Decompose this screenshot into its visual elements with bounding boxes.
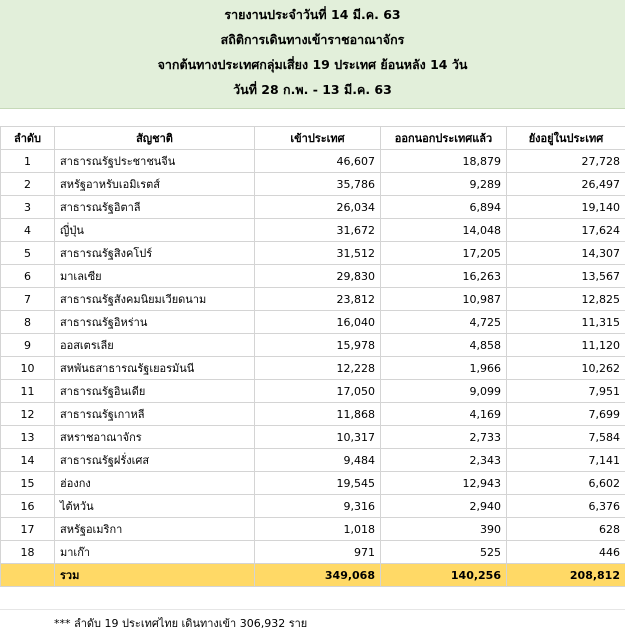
departed-cell: 4,858 — [381, 334, 507, 357]
departed-cell: 6,894 — [381, 196, 507, 219]
rank-cell: 11 — [1, 380, 55, 403]
nationality-cell: ฮ่องกง — [55, 472, 255, 495]
report-date-title: รายงานประจำวันที่ 14 มี.ค. 63 — [224, 7, 401, 22]
departed-cell: 16,263 — [381, 265, 507, 288]
nationality-cell: สาธารณรัฐเกาหลี — [55, 403, 255, 426]
table-header-row — [1, 127, 625, 150]
departed-cell: 4,169 — [381, 403, 507, 426]
nationality-cell: สหรัฐอเมริกา — [55, 518, 255, 541]
remaining-cell: 6,602 — [507, 472, 625, 495]
table-row — [1, 472, 625, 495]
nationality-cell: สาธารณรัฐสังคมนิยมเวียดนาม — [55, 288, 255, 311]
nationality-cell: สาธารณรัฐฝรั่งเศส — [55, 449, 255, 472]
table-row — [1, 242, 625, 265]
arrivals-cell: 29,830 — [255, 265, 381, 288]
table-row — [1, 426, 625, 449]
total-arrivals: 349,068 — [255, 564, 381, 587]
nationality-cell: สหราชอาณาจักร — [55, 426, 255, 449]
table-row — [1, 334, 625, 357]
arrivals-cell: 10,317 — [255, 426, 381, 449]
rank-cell: 13 — [1, 426, 55, 449]
nationality-cell: ไต้หวัน — [55, 495, 255, 518]
rank-cell: 12 — [1, 403, 55, 426]
table-row — [1, 518, 625, 541]
departed-cell: 9,289 — [381, 173, 507, 196]
remaining-cell: 7,141 — [507, 449, 625, 472]
remaining-cell: 446 — [507, 541, 625, 564]
arrivals-cell: 12,228 — [255, 357, 381, 380]
nationality-cell: ญี่ปุ่น — [55, 219, 255, 242]
rank-cell: 10 — [1, 357, 55, 380]
column-header-nationality: สัญชาติ — [55, 127, 255, 150]
nationality-cell: สหพันธสาธารณรัฐเยอรมันนี — [55, 357, 255, 380]
table-body — [1, 150, 625, 564]
column-header-departed: ออกนอกประเทศแล้ว — [381, 127, 507, 150]
rank-cell: 1 — [1, 150, 55, 173]
arrivals-cell: 17,050 — [255, 380, 381, 403]
departed-cell: 14,048 — [381, 219, 507, 242]
departed-cell: 390 — [381, 518, 507, 541]
rank-cell: 7 — [1, 288, 55, 311]
table-row — [1, 173, 625, 196]
rank-cell: 14 — [1, 449, 55, 472]
table-row — [1, 196, 625, 219]
departed-cell: 2,343 — [381, 449, 507, 472]
arrivals-cell: 9,484 — [255, 449, 381, 472]
arrivals-cell: 23,812 — [255, 288, 381, 311]
remaining-cell: 13,567 — [507, 265, 625, 288]
departed-cell: 525 — [381, 541, 507, 564]
rank-cell: 18 — [1, 541, 55, 564]
rank-cell: 6 — [1, 265, 55, 288]
nationality-cell: สาธารณรัฐอินเดีย — [55, 380, 255, 403]
total-rank-cell — [1, 564, 55, 587]
spacer-row-bottom — [0, 588, 625, 610]
table-row — [1, 495, 625, 518]
rank-cell: 16 — [1, 495, 55, 518]
remaining-cell: 7,951 — [507, 380, 625, 403]
nationality-cell: สาธารณรัฐอิตาลี — [55, 196, 255, 219]
spacer-row — [0, 108, 625, 127]
departed-cell: 10,987 — [381, 288, 507, 311]
total-label: รวม — [55, 564, 255, 587]
nationality-cell: มาเก๊า — [55, 541, 255, 564]
departed-cell: 2,733 — [381, 426, 507, 449]
table-row — [1, 219, 625, 242]
table-row — [1, 288, 625, 311]
arrivals-cell: 31,512 — [255, 242, 381, 265]
remaining-cell: 11,315 — [507, 311, 625, 334]
nationality-cell: สาธารณรัฐสิงคโปร์ — [55, 242, 255, 265]
footnote: *** ลำดับ 19 ประเทศไทย เดินทางเข้า 306,932 ราย — [54, 617, 308, 630]
remaining-cell: 26,497 — [507, 173, 625, 196]
arrivals-cell: 11,868 — [255, 403, 381, 426]
column-header-rank: ลำดับ — [1, 127, 55, 150]
rank-cell: 8 — [1, 311, 55, 334]
remaining-cell: 6,376 — [507, 495, 625, 518]
arrivals-cell: 15,978 — [255, 334, 381, 357]
arrivals-cell: 46,607 — [255, 150, 381, 173]
remaining-cell: 14,307 — [507, 242, 625, 265]
remaining-cell: 19,140 — [507, 196, 625, 219]
rank-cell: 4 — [1, 219, 55, 242]
total-row — [1, 564, 625, 587]
remaining-cell: 628 — [507, 518, 625, 541]
departed-cell: 2,940 — [381, 495, 507, 518]
statistics-table — [0, 126, 625, 587]
nationality-cell: ออสเตรเลีย — [55, 334, 255, 357]
arrivals-cell: 35,786 — [255, 173, 381, 196]
rank-cell: 17 — [1, 518, 55, 541]
remaining-cell: 7,699 — [507, 403, 625, 426]
table-row — [1, 311, 625, 334]
table-row — [1, 403, 625, 426]
arrivals-cell: 19,545 — [255, 472, 381, 495]
remaining-cell: 7,584 — [507, 426, 625, 449]
nationality-cell: สาธารณรัฐประชาชนจีน — [55, 150, 255, 173]
arrivals-cell: 1,018 — [255, 518, 381, 541]
total-remaining: 208,812 — [507, 564, 625, 587]
rank-cell: 15 — [1, 472, 55, 495]
arrivals-cell: 16,040 — [255, 311, 381, 334]
rank-cell: 2 — [1, 173, 55, 196]
table-row — [1, 380, 625, 403]
remaining-cell: 10,262 — [507, 357, 625, 380]
departed-cell: 1,966 — [381, 357, 507, 380]
rank-cell: 5 — [1, 242, 55, 265]
arrivals-cell: 26,034 — [255, 196, 381, 219]
departed-cell: 18,879 — [381, 150, 507, 173]
departed-cell: 9,099 — [381, 380, 507, 403]
arrivals-cell: 9,316 — [255, 495, 381, 518]
arrivals-cell: 31,672 — [255, 219, 381, 242]
report-period-title: วันที่ 28 ก.พ. - 13 มี.ค. 63 — [233, 82, 392, 97]
nationality-cell: สาธารณรัฐอิหร่าน — [55, 311, 255, 334]
rank-cell: 9 — [1, 334, 55, 357]
departed-cell: 4,725 — [381, 311, 507, 334]
column-header-remaining: ยังอยู่ในประเทศ — [507, 127, 625, 150]
report-scope-title: จากต้นทางประเทศกลุ่มเสี่ยง 19 ประเทศ ย้อนหลัง 14 วัน — [157, 57, 468, 72]
nationality-cell: มาเลเซีย — [55, 265, 255, 288]
table-row — [1, 265, 625, 288]
report-header — [0, 0, 625, 109]
remaining-cell: 11,120 — [507, 334, 625, 357]
arrivals-cell: 971 — [255, 541, 381, 564]
table-row — [1, 541, 625, 564]
departed-cell: 17,205 — [381, 242, 507, 265]
total-departed: 140,256 — [381, 564, 507, 587]
table-row — [1, 357, 625, 380]
nationality-cell: สหรัฐอาหรับเอมิเรตส์ — [55, 173, 255, 196]
rank-cell: 3 — [1, 196, 55, 219]
report-subject-title: สถิติการเดินทางเข้าราชอาณาจักร — [220, 32, 405, 47]
remaining-cell: 12,825 — [507, 288, 625, 311]
remaining-cell: 27,728 — [507, 150, 625, 173]
table-row — [1, 150, 625, 173]
table-row — [1, 449, 625, 472]
remaining-cell: 17,624 — [507, 219, 625, 242]
departed-cell: 12,943 — [381, 472, 507, 495]
column-header-arrivals: เข้าประเทศ — [255, 127, 381, 150]
